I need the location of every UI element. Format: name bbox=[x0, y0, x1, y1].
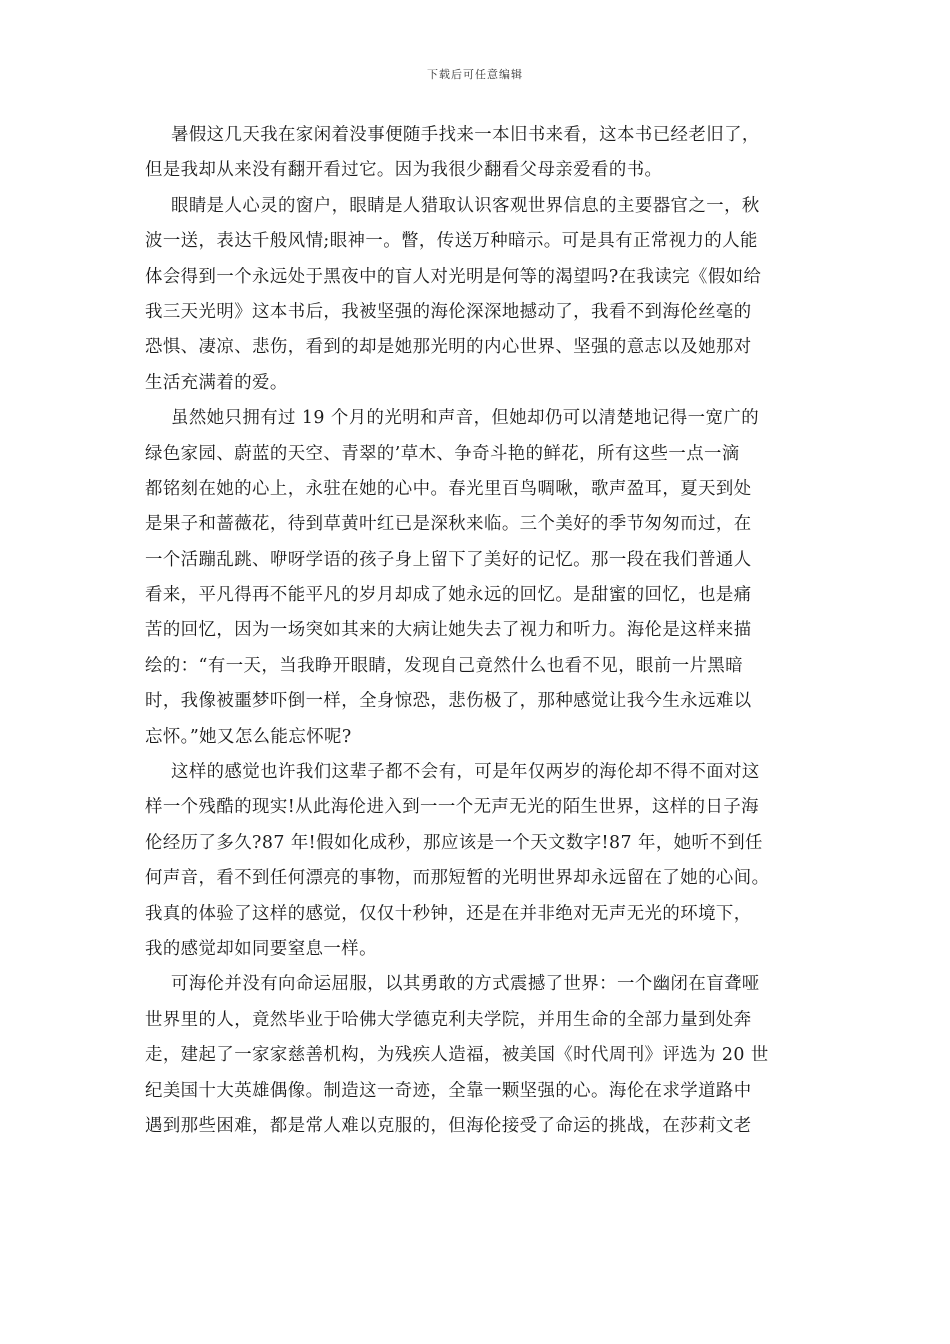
text-line: 绘的：“有一天，当我睁开眼睛，发现自己竟然什么也看不见，眼前一片黑暗 bbox=[145, 655, 744, 676]
text-line: 都铭刻在她的心上，永驻在她的心中。春光里百鸟啁啾，歌声盈耳，夏天到处 bbox=[145, 478, 752, 499]
text-line: 这样的感觉也许我们这辈子都不会有，可是年仅两岁的海伦却不得不面对这 bbox=[171, 762, 760, 783]
text-line: 暑假这几天我在家闲着没事便随手找来一本旧书来看，这本书已经老旧了， bbox=[171, 125, 760, 145]
text-line: 但是我却从来没有翻开看过它。因为我很少翻看父母亲爱看的书。 bbox=[145, 160, 663, 181]
text-line: 体会得到一个永远处于黑夜中的盲人对光明是何等的渴望吗?在我读完《假如给 bbox=[145, 266, 762, 287]
text-line: 忘怀。”她又怎么能忘怀呢? bbox=[145, 726, 352, 747]
text-line: 生活充满着的爱。 bbox=[145, 372, 288, 393]
text-line: 看来，平凡得再不能平凡的岁月却成了她永远的回忆。是甜蜜的回忆，也是痛 bbox=[145, 585, 752, 606]
text-line: 我真的体验了这样的感觉，仅仅十秒钟，还是在并非绝对无声无光的环境下， bbox=[145, 903, 752, 924]
text-line: 伦经历了多久?87 年!假如化成秒，那应该是一个天文数字!87 年，她听不到任 bbox=[145, 832, 763, 853]
text-line: 波一送，表达千般风情;眼神一。瞥，传送万种暗示。可是具有正常视力的人能 bbox=[145, 231, 758, 252]
text-line: 是果子和蔷薇花，待到草黄叶红已是深秋来临。三个美好的季节匆匆而过，在 bbox=[145, 514, 752, 535]
text-line: 眼睛是人心灵的窗户，眼睛是人猎取认识客观世界信息的主要器官之一，秋 bbox=[171, 195, 760, 216]
text-line: 走，建起了一家家慈善机构，为残疾人造福，被美国《时代周刊》评选为 20 世 bbox=[145, 1045, 769, 1066]
text-line: 纪美国十大英雄偶像。制造这一奇迹，全靠一颗坚强的心。海伦在求学道路中 bbox=[145, 1080, 752, 1101]
text-line: 一个活蹦乱跳、咿呀学语的孩子身上留下了美好的记忆。那一段在我们普通人 bbox=[145, 549, 752, 570]
text-line: 绿色家园、蔚蓝的天空、青翠的’草木、争奇斗艳的鲜花，所有这些一点一滴 bbox=[145, 443, 740, 464]
text-line: 我三天光明》这本书后，我被坚强的海伦深深地撼动了，我看不到海伦丝毫的 bbox=[145, 301, 752, 322]
text-line: 虽然她只拥有过 19 个月的光明和声音，但她却仍可以清楚地记得一宽广的 bbox=[171, 408, 760, 429]
text-line: 可海伦并没有向命运屈服，以其勇敢的方式震撼了世界：一个幽闭在盲聋哑 bbox=[171, 974, 760, 995]
text-line: 恐惧、凄凉、悲伤，看到的却是她那光明的内心世界、坚强的意志以及她那对 bbox=[145, 337, 752, 358]
text-line: 遇到那些困难，都是常人难以克服的，但海伦接受了命运的挑战，在莎莉文老 bbox=[145, 1115, 752, 1136]
text-line: 样一个残酷的现实!从此海伦进入到一一个无声无光的陌生世界，这样的日子海 bbox=[145, 797, 760, 818]
page-header: 下载后可任意编辑 bbox=[427, 68, 523, 81]
text-line: 我的感觉却如同要窒息一样。 bbox=[145, 938, 377, 959]
text-line: 世界里的人，竟然毕业于哈佛大学德克利夫学院，并用生命的全部力量到处奔 bbox=[145, 1009, 752, 1030]
text-line: 时，我像被噩梦吓倒一样，全身惊恐，悲伤极了，那种感觉让我今生永远难以 bbox=[145, 691, 752, 712]
text-line: 何声音，看不到任何漂亮的事物，而那短暂的光明世界却永远留在了她的心间。 bbox=[145, 868, 770, 889]
text-line: 苦的回忆，因为一场突如其来的大病让她失去了视力和听力。海伦是这样来描 bbox=[145, 620, 752, 641]
essay-body bbox=[145, 118, 825, 1144]
